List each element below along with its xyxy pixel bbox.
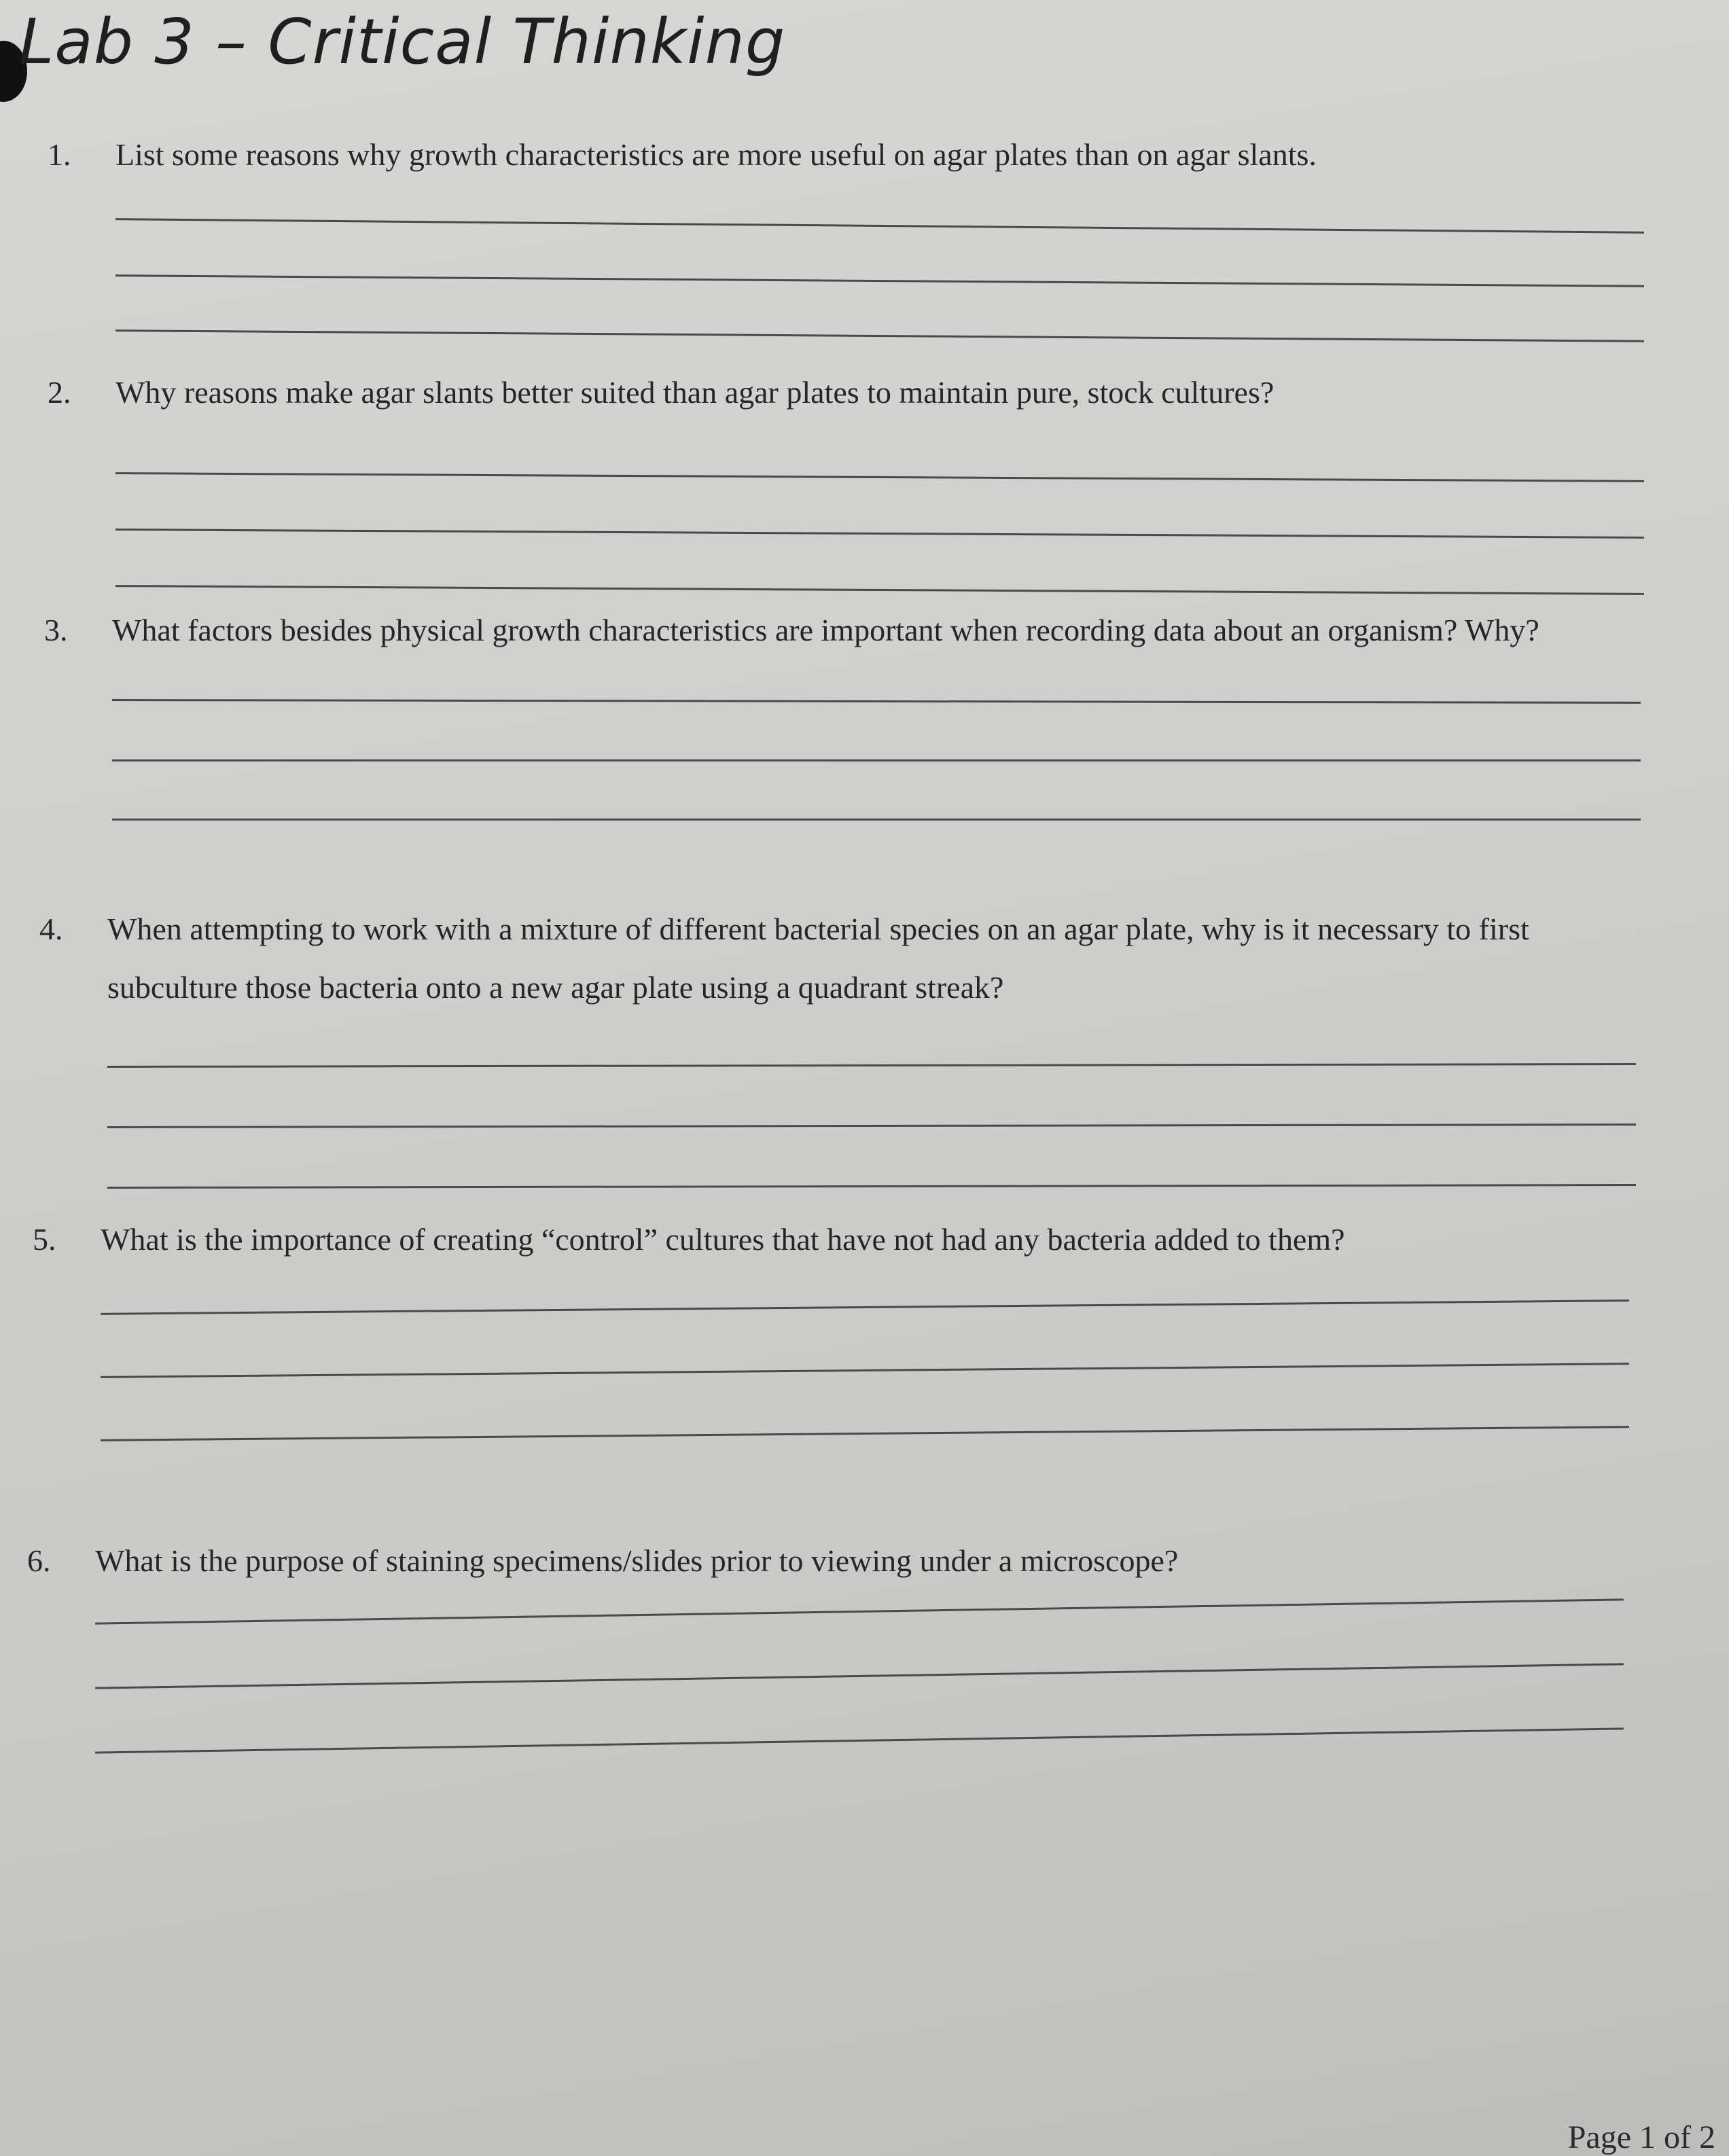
answer-line[interactable]: [95, 1727, 1624, 1753]
answer-line[interactable]: [115, 274, 1644, 287]
answer-line[interactable]: [101, 1299, 1629, 1315]
question-4: [39, 900, 1636, 1187]
question-number: 6.: [27, 1543, 51, 1578]
answer-line[interactable]: [115, 218, 1644, 234]
answer-line[interactable]: [101, 1363, 1629, 1378]
answer-line[interactable]: [115, 472, 1644, 482]
answer-line[interactable]: [101, 1426, 1629, 1441]
question-text: What is the purpose of staining specimens/slides prior to viewing under a microscope?: [95, 1543, 1179, 1578]
question-6: [27, 1532, 1624, 1742]
question-number: 2.: [48, 375, 71, 410]
answer-line[interactable]: [115, 329, 1644, 342]
answer-line[interactable]: [107, 1124, 1636, 1128]
answer-line[interactable]: [95, 1663, 1624, 1689]
answer-line[interactable]: [115, 528, 1644, 539]
question-number: 1.: [48, 137, 71, 172]
question-1: [48, 126, 1644, 337]
worksheet-title: Lab 3 – Critical Thinking: [19, 5, 786, 78]
answer-line[interactable]: [115, 585, 1644, 595]
question-text: Why reasons make agar slants better suited than agar plates to maintain pure, stock cultures?: [115, 375, 1275, 410]
answer-line[interactable]: [112, 819, 1641, 821]
answer-line[interactable]: [107, 1184, 1636, 1189]
question-3: [44, 601, 1641, 821]
question-5: [33, 1210, 1629, 1435]
question-2: [48, 363, 1644, 591]
question-text: When attempting to work with a mixture of different bacterial species on an agar plate, why is it necessary to first subculture those bacteria onto a new agar plate using a quadrant streak?: [107, 912, 1529, 1005]
question-number: 3.: [44, 613, 68, 647]
answer-line[interactable]: [107, 1063, 1636, 1068]
question-number: 4.: [39, 912, 63, 946]
question-text: What is the importance of creating “control” cultures that have not had any bacteria added to them?: [101, 1222, 1345, 1257]
question-text: What factors besides physical growth characteristics are important when recording data about an organism? Why?: [112, 613, 1539, 647]
answer-line[interactable]: [112, 699, 1641, 704]
page-number: Page 1 of 2: [1567, 2119, 1715, 2155]
question-number: 5.: [33, 1222, 56, 1257]
answer-line[interactable]: [95, 1598, 1624, 1624]
answer-line[interactable]: [112, 759, 1641, 761]
question-text: List some reasons why growth characteristics are more useful on agar plates than on agar slants.: [115, 137, 1317, 172]
